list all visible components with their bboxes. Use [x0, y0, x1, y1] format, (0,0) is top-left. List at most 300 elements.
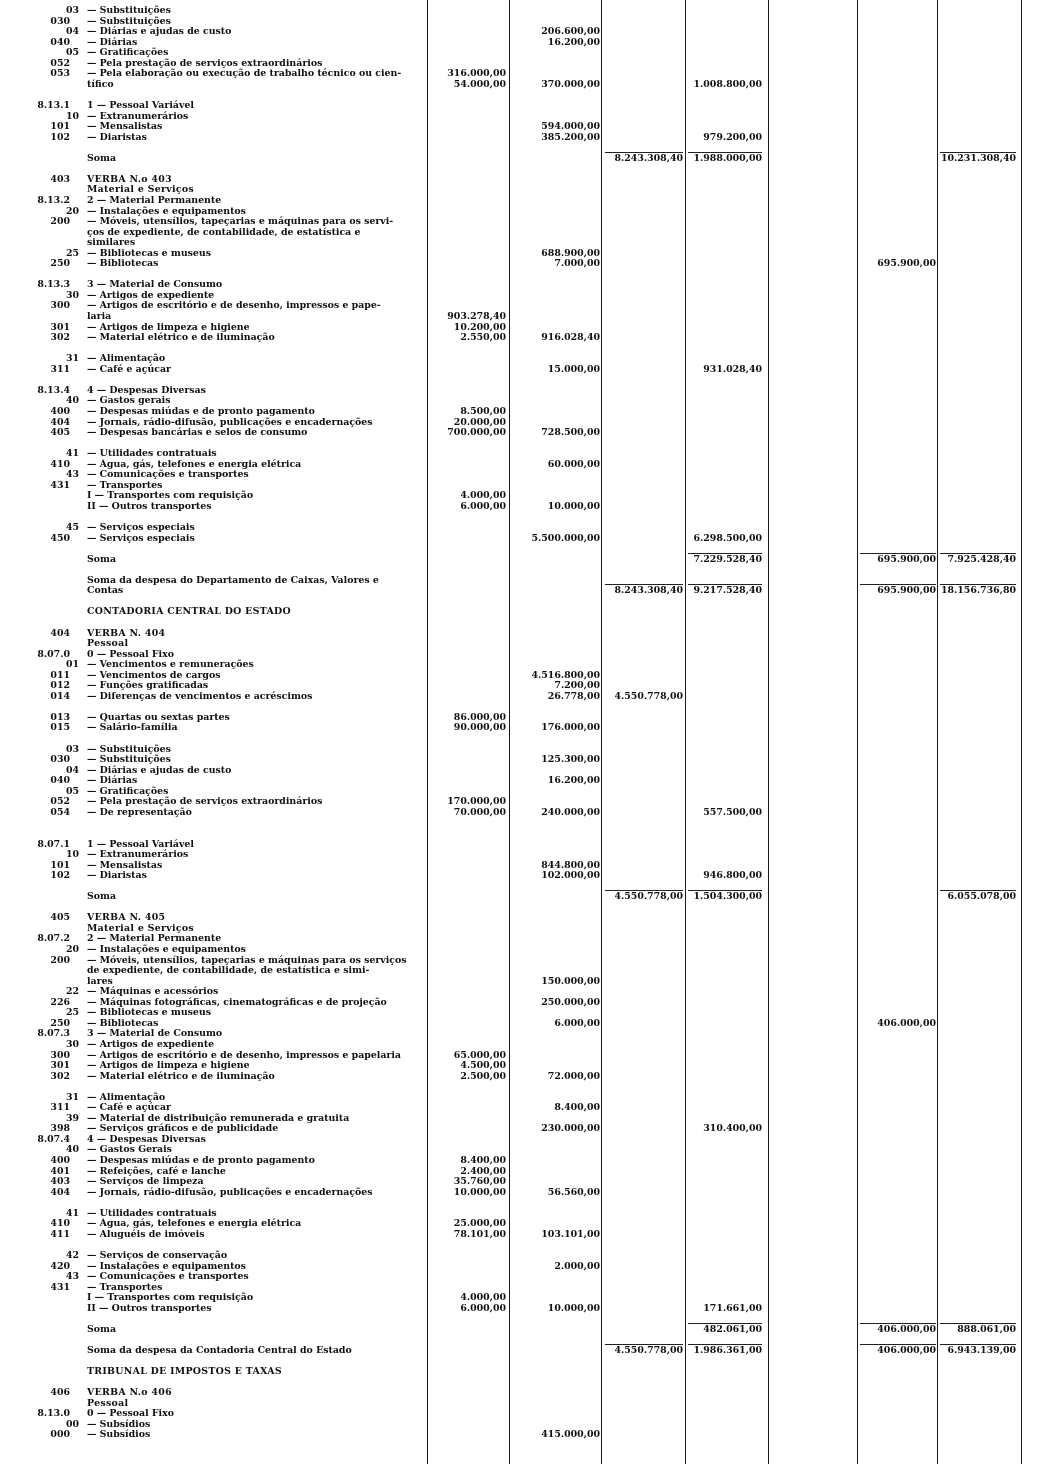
item-description: — Diárias e ajudas de custo [87, 764, 232, 776]
ledger-row [0, 311, 1040, 322]
item-description: — Vencimentos de cargos [87, 669, 221, 681]
item-code: 398 [50, 1123, 70, 1135]
ledger-row [0, 933, 1040, 944]
total-rule [940, 1344, 1016, 1345]
item-description: Soma da despesa do Departamento de Caixas, Valores e [87, 574, 379, 586]
ledger-row [0, 343, 1040, 354]
item-code: 300 [50, 1049, 70, 1061]
item-description: Soma [87, 152, 117, 164]
item-description: Soma [87, 1323, 117, 1335]
amount-col-2: 176.000,00 [541, 722, 600, 734]
item-description: I — Transportes com requisição [87, 490, 254, 502]
item-description: VERBA N.o 406 [87, 1387, 172, 1399]
section-heading-row [0, 628, 1040, 639]
ledger-row [0, 722, 1040, 733]
item-description: — Bibliotecas e museus [87, 247, 211, 259]
ledger-row [0, 1377, 1040, 1388]
sub-code: 20 [66, 205, 80, 217]
item-code: 040 [50, 775, 70, 787]
item-description: — Utilidades contratuais [87, 1207, 217, 1219]
item-code: 400 [50, 1155, 70, 1166]
item-description: — Artigos de escritório e de desenho, impressos e pape- [87, 300, 381, 312]
item-description: similares [87, 237, 136, 249]
item-description: CONTADORIA CENTRAL DO ESTADO [87, 606, 291, 618]
ledger-row [0, 1208, 1040, 1219]
amount-col-4: 6.298.500,00 [693, 532, 762, 544]
ledger-row [0, 216, 1040, 227]
amount-col-1: 70.000,00 [453, 806, 506, 818]
ledger-row [0, 712, 1040, 723]
amount-col-4: 310.400,00 [703, 1123, 762, 1135]
sub-code: 22 [66, 986, 80, 998]
ledger-row [0, 58, 1040, 69]
item-description: — Serviços de limpeza [87, 1176, 204, 1188]
item-code: 302 [50, 332, 70, 344]
ledger-row [0, 881, 1040, 892]
item-description: — Artigos de expediente [87, 289, 215, 301]
item-description: — Diferenças de vencimentos e acréscimos [87, 690, 313, 702]
ledger-row [0, 121, 1040, 132]
amount-col-4: 1.008.800,00 [693, 78, 762, 90]
ledger-row [0, 1155, 1040, 1166]
item-description: — Artigos de limpeza e higiene [87, 1060, 250, 1071]
ledger-row [0, 322, 1040, 333]
total-rule [860, 553, 936, 554]
section-heading-row [0, 606, 1040, 617]
amount-col-2: 26.778,00 [547, 690, 600, 702]
item-description: — Substituições [87, 15, 171, 27]
item-description: — Jornais, rádio-difusão, publicações e encadernações [87, 1186, 373, 1198]
amount-col-3: 4.550.778,00 [614, 891, 683, 903]
total-rule [688, 152, 762, 153]
total-rule [605, 1344, 683, 1345]
ledger-row [0, 1113, 1040, 1124]
item-description: 0 — Pessoal Fixo [87, 648, 174, 660]
section-heading-row [0, 1366, 1040, 1377]
total-rule [860, 1344, 936, 1345]
section-heading-row [0, 1387, 1040, 1398]
item-description: Material e Serviços [87, 922, 194, 934]
ledger-row [0, 1081, 1040, 1092]
sub-code: 41 [66, 1207, 80, 1219]
section-heading-row [0, 1398, 1040, 1409]
item-code: 040 [50, 36, 70, 48]
amount-col-3: 4.550.778,00 [614, 1344, 683, 1356]
item-description: — Transportes [87, 1281, 163, 1293]
sub-code: 30 [66, 289, 80, 301]
item-description: Soma da despesa da Contadoria Central do Estado [87, 1344, 352, 1356]
item-code: 052 [50, 796, 70, 808]
ledger-row [0, 965, 1040, 976]
ledger-row [0, 374, 1040, 385]
ledger-row [0, 258, 1040, 269]
ledger-row [0, 839, 1040, 850]
ledger-row [0, 849, 1040, 860]
amount-col-2: 56.560,00 [547, 1186, 600, 1198]
item-description: — Bibliotecas [87, 1017, 159, 1029]
ledger-row [0, 511, 1040, 522]
item-code: 406 [50, 1387, 70, 1399]
sub-code: 04 [66, 26, 80, 38]
ledger-row [0, 132, 1040, 143]
ledger-row [0, 195, 1040, 206]
item-description: — Substituições [87, 754, 171, 766]
amount-col-2: 4.516.800,00 [531, 669, 600, 681]
ledger-row [0, 448, 1040, 459]
item-description: — Funções gratificadas [87, 680, 209, 692]
item-description: — Serviços especiais [87, 532, 195, 544]
item-code: 8.13.2 [37, 194, 70, 206]
ledger-row [0, 1303, 1040, 1314]
item-description: lares [87, 975, 113, 987]
amount-col-1: 6.000,00 [460, 1302, 506, 1314]
item-description: — Refeições, café e lanche [87, 1165, 226, 1177]
item-description: — Café e açúcar [87, 363, 171, 375]
item-description: VERBA N.o 403 [87, 173, 172, 185]
item-description: 4 — Despesas Diversas [87, 384, 206, 396]
item-code: 101 [50, 121, 70, 133]
item-description: — Serviços especiais [87, 522, 195, 533]
ledger-row [0, 564, 1040, 575]
ledger-row [0, 976, 1040, 987]
sub-code: 39 [66, 1112, 80, 1124]
ledger-row [0, 1102, 1040, 1113]
amount-col-2: 385.200,00 [541, 131, 600, 143]
item-description: — Diárias [87, 36, 138, 48]
amount-col-4: 557.500,00 [703, 806, 762, 818]
ledger-row [0, 944, 1040, 955]
sub-code: 04 [66, 764, 80, 776]
ledger-row [0, 1028, 1040, 1039]
item-description: VERBA N. 404 [87, 627, 166, 639]
item-code: 054 [50, 806, 70, 818]
item-description: 0 — Pessoal Fixo [87, 1408, 174, 1420]
item-description: ços de expediente, de contabilidade, de estatística e [87, 226, 361, 238]
item-description: 4 — Despesas Diversas [87, 1133, 206, 1145]
ledger-row [0, 955, 1040, 966]
ledger-row [0, 1050, 1040, 1061]
total-rule [940, 890, 1016, 891]
ledger-row [0, 26, 1040, 37]
item-code: 250 [50, 1017, 70, 1029]
sub-code: 05 [66, 785, 80, 797]
ledger-row [0, 828, 1040, 839]
item-description: — Despesas miúdas e de pronto pagamento [87, 1155, 315, 1166]
item-description: — Café e açúcar [87, 1102, 171, 1114]
ledger-row [0, 37, 1040, 48]
item-code: 015 [50, 722, 70, 734]
item-description: tífico [87, 78, 114, 90]
item-code: 200 [50, 216, 70, 227]
sub-code: 31 [66, 1091, 80, 1103]
item-description: de expediente, de contabilidade, de estatística e simi- [87, 965, 370, 977]
sub-code: 10 [66, 110, 80, 122]
item-description: — Diárias e ajudas de custo [87, 26, 232, 38]
ledger-row [0, 1429, 1040, 1440]
ledger-row [0, 406, 1040, 417]
ledger-row [0, 68, 1040, 79]
ledger-row [0, 765, 1040, 776]
amount-col-2: 10.000,00 [547, 500, 600, 512]
amount-col-7: 6.943.139,00 [947, 1344, 1016, 1356]
ledger-row [0, 701, 1040, 712]
amount-col-2: 250.000,00 [541, 996, 600, 1008]
ledger-row [0, 1123, 1040, 1134]
item-description: — Água, gás, telefones e energia elétrica [87, 1218, 302, 1230]
ledger-row [0, 269, 1040, 280]
sub-code: 40 [66, 395, 80, 407]
item-code: 410 [50, 458, 70, 470]
amount-col-2: 916.028,40 [541, 332, 600, 344]
ledger-row [0, 1250, 1040, 1261]
item-code: 013 [50, 711, 70, 723]
amount-col-2: 594.000,00 [541, 121, 600, 133]
item-description: 2 — Material Permanente [87, 194, 222, 206]
item-description: — Comunicações e transportes [87, 469, 249, 481]
item-description: — Instalações e equipamentos [87, 205, 246, 217]
sub-code: 03 [66, 5, 80, 16]
item-description: — Extranumerários [87, 110, 189, 122]
sub-code: 30 [66, 1038, 80, 1050]
item-code: 8.13.4 [37, 384, 70, 396]
amount-col-7: 7.925.428,40 [947, 553, 1016, 565]
section-heading-row [0, 638, 1040, 649]
amount-col-1: 4.000,00 [460, 490, 506, 502]
item-description: — Água, gás, telefones e energia elétrica [87, 458, 302, 470]
item-description: II — Outros transportes [87, 1302, 212, 1314]
ledger-row [0, 1197, 1040, 1208]
ledger-row [0, 891, 1040, 902]
item-description: II — Outros transportes [87, 500, 212, 512]
item-code: 404 [50, 627, 70, 639]
ledger-row [0, 438, 1040, 449]
item-code: 8.13.3 [37, 279, 70, 291]
item-description: — Vencimentos e remunerações [87, 659, 254, 671]
amount-col-2: 844.800,00 [541, 859, 600, 871]
item-description: — Mensalistas [87, 859, 163, 871]
amount-col-1: 2.550,00 [460, 332, 506, 344]
amount-col-1: 90.000,00 [453, 722, 506, 734]
sub-code: 10 [66, 849, 80, 860]
amount-col-7: 888.061,00 [957, 1323, 1016, 1335]
amount-col-7: 10.231.308,40 [940, 152, 1016, 164]
item-description: — Alimentação [87, 353, 166, 365]
amount-col-2: 415.000,00 [541, 1429, 600, 1441]
sub-code: 41 [66, 448, 80, 460]
item-description: — Gastos Gerais [87, 1144, 172, 1156]
ledger-row [0, 807, 1040, 818]
amount-col-4: 1.504.300,00 [693, 891, 762, 903]
ledger-row [0, 142, 1040, 153]
amount-col-1: 25.000,00 [453, 1218, 506, 1230]
amount-col-2: 150.000,00 [541, 975, 600, 987]
amount-col-2: 103.101,00 [541, 1228, 600, 1240]
amount-col-2: 16.200,00 [547, 36, 600, 48]
amount-col-4: 7.229.528,40 [693, 553, 762, 565]
amount-col-6: 695.900,00 [877, 585, 936, 597]
ledger-row [0, 902, 1040, 913]
item-description: — Aluguéis de imóveis [87, 1228, 205, 1240]
amount-col-2: 8.400,00 [554, 1102, 600, 1114]
ledger-row [0, 1355, 1040, 1366]
ledger-row [0, 1419, 1040, 1430]
amount-col-1: 8.500,00 [460, 405, 506, 417]
ledger-row [0, 754, 1040, 765]
amount-col-1: 316.000,00 [447, 68, 506, 80]
amount-col-7: 18.156.736,80 [940, 585, 1016, 597]
sub-code: 03 [66, 743, 80, 755]
ledger-row [0, 163, 1040, 174]
amount-col-1: 8.400,00 [460, 1155, 506, 1166]
ledger-row [0, 1271, 1040, 1282]
ledger-row [0, 501, 1040, 512]
item-description: — Substituições [87, 743, 171, 755]
amount-col-4: 979.200,00 [703, 131, 762, 143]
item-description: — Comunicações e transportes [87, 1271, 249, 1282]
ledger-row [0, 1018, 1040, 1029]
item-description: — Pela elaboração ou execução de trabalho técnico ou cien- [87, 68, 402, 80]
ledger-row [0, 206, 1040, 217]
item-description: Pessoal [87, 1397, 129, 1409]
item-code: 400 [50, 405, 70, 417]
item-code: 404 [50, 416, 70, 428]
ledger-row [0, 364, 1040, 375]
item-description: I — Transportes com requisição [87, 1292, 254, 1304]
ledger-row [0, 332, 1040, 343]
ledger-row [0, 585, 1040, 596]
ledger-row [0, 16, 1040, 27]
item-code: 401 [50, 1165, 70, 1177]
ledger-row [0, 100, 1040, 111]
ledger-row [0, 1060, 1040, 1071]
ledger-row [0, 796, 1040, 807]
ledger-row [0, 300, 1040, 311]
item-description: Soma [87, 891, 117, 903]
amount-col-1: 78.101,00 [453, 1228, 506, 1240]
amount-col-6: 695.900,00 [877, 258, 936, 270]
sub-code: 20 [66, 944, 80, 955]
ledger-row [0, 733, 1040, 744]
amount-col-3: 4.550.778,00 [614, 690, 683, 702]
ledger-row [0, 1039, 1040, 1050]
total-rule [940, 553, 1016, 554]
item-description: — Subsídios [87, 1429, 151, 1441]
item-code: 226 [50, 996, 70, 1008]
item-description: Pessoal [87, 638, 129, 649]
amount-col-1: 2.400,00 [460, 1165, 506, 1177]
item-description: laria [87, 311, 112, 322]
item-code: 053 [50, 68, 70, 80]
amount-col-2: 230.000,00 [541, 1123, 600, 1135]
item-code: 301 [50, 1060, 70, 1071]
ledger-row [0, 1166, 1040, 1177]
ledger-row [0, 775, 1040, 786]
item-code: 403 [50, 173, 70, 185]
ledger-row [0, 237, 1040, 248]
section-heading-row [0, 174, 1040, 185]
item-description: TRIBUNAL DE IMPOSTOS E TAXAS [87, 1366, 282, 1377]
item-description: — Gratificações [87, 785, 169, 797]
ledger-row [0, 490, 1040, 501]
ledger-row [0, 691, 1040, 702]
item-description: — Máquinas e acessórios [87, 986, 219, 998]
amount-col-6: 695.900,00 [877, 553, 936, 565]
item-description: — Salário-família [87, 722, 178, 734]
item-description: — Bibliotecas e museus [87, 1007, 211, 1019]
ledger-row [0, 459, 1040, 470]
ledger-row [0, 1218, 1040, 1229]
item-code: 302 [50, 1070, 70, 1082]
ledger-row [0, 1239, 1040, 1250]
ledger-row [0, 111, 1040, 122]
item-code: 011 [50, 669, 70, 681]
item-code: 420 [50, 1260, 70, 1272]
amount-col-1: 65.000,00 [453, 1049, 506, 1061]
item-description: — Diárias [87, 775, 138, 787]
item-description: — Material elétrico e de iluminação [87, 1070, 275, 1082]
item-description: — Despesas bancárias e selos de consumo [87, 427, 308, 438]
total-rule [605, 890, 683, 891]
item-code: 431 [50, 1281, 70, 1293]
item-description: — Pela prestação de serviços extraordinários [87, 57, 323, 69]
amount-col-2: 102.000,00 [541, 870, 600, 882]
amount-col-6: 406.000,00 [877, 1323, 936, 1335]
amount-col-2: 15.000,00 [547, 363, 600, 375]
item-description: — Alimentação [87, 1091, 166, 1103]
ledger-row [0, 986, 1040, 997]
ledger-row [0, 533, 1040, 544]
item-code: 000 [50, 1429, 70, 1441]
sub-code: 25 [66, 1007, 80, 1019]
ledger-row [0, 385, 1040, 396]
ledger-row [0, 1324, 1040, 1335]
item-description: — Móveis, utensílios, tapeçarias e máquinas para os serviços [87, 954, 407, 966]
amount-col-2: 10.000,00 [547, 1302, 600, 1314]
amount-col-1: 4.000,00 [460, 1292, 506, 1304]
item-code: 200 [50, 954, 70, 966]
amount-col-1: 4.500,00 [460, 1060, 506, 1071]
amount-col-6: 406.000,00 [877, 1017, 936, 1029]
ledger-row [0, 1092, 1040, 1103]
item-code: 311 [50, 1102, 70, 1114]
section-heading-row [0, 184, 1040, 195]
item-description: — Bibliotecas [87, 258, 159, 270]
item-description: 2 — Material Permanente [87, 933, 222, 945]
item-description: — Artigos de escritório e de desenho, impressos e papelaria [87, 1049, 401, 1061]
amount-col-3: 8.243.308,40 [614, 152, 683, 164]
ledger-row [0, 1176, 1040, 1187]
item-code: 301 [50, 321, 70, 333]
total-rule [688, 1344, 762, 1345]
ledger-row [0, 1007, 1040, 1018]
ledger-row [0, 617, 1040, 628]
amount-col-4: 946.800,00 [703, 870, 762, 882]
ledger-row [0, 279, 1040, 290]
section-heading-row [0, 923, 1040, 934]
ledger-row [0, 248, 1040, 259]
amount-col-2: 6.000,00 [554, 1017, 600, 1029]
ledger-row [0, 395, 1040, 406]
ledger-row [0, 227, 1040, 238]
item-description: — Gastos gerais [87, 395, 171, 407]
item-description: — Extranumerários [87, 849, 189, 860]
amount-col-4: 1.986.361,00 [693, 1344, 762, 1356]
ledger-row [0, 1187, 1040, 1198]
item-code: 405 [50, 427, 70, 438]
item-code: 431 [50, 479, 70, 491]
amount-col-4: 1.988.000,00 [693, 152, 762, 164]
item-description: 3 — Material de Consumo [87, 1028, 223, 1040]
